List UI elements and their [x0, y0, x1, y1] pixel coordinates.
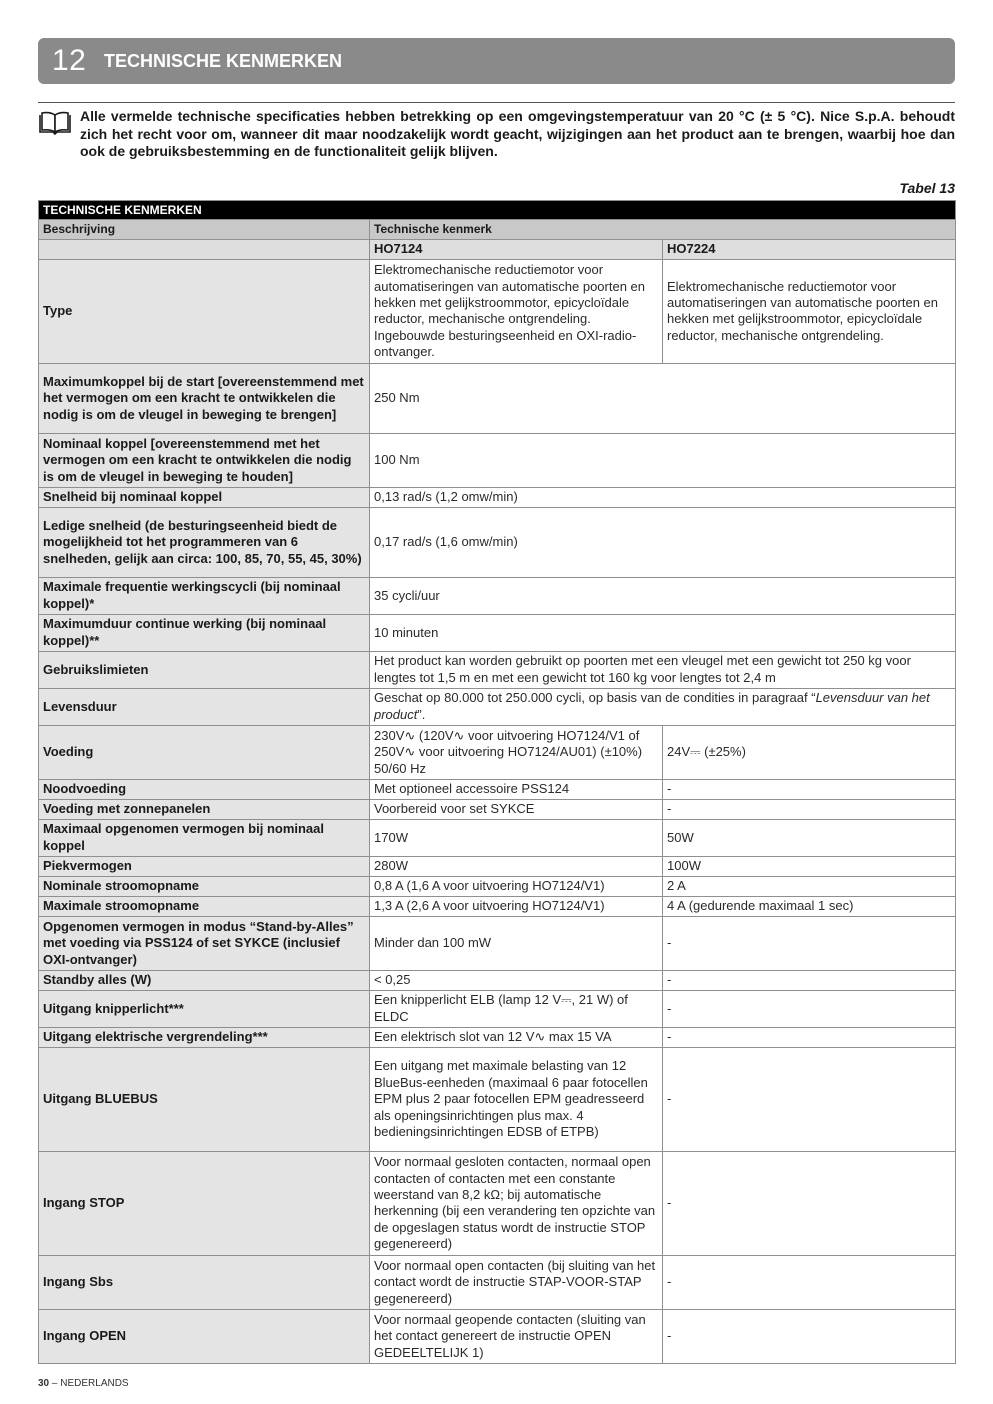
row-value: 0,13 rad/s (1,2 omw/min) [370, 487, 956, 507]
table-row [39, 1027, 956, 1047]
note-text: Alle vermelde technische specificaties hebben betrekking op een omgevingstemperatuur van 20 °C (± 5 °C). Nice S.p.A. behoudt zich het recht voor om, wanneer dit maar noodzakelijk wordt geacht, wijzigingen aan het product aan te brengen, waarbij hoe dan ook de gebruiksbestemming en de functionaliteit gelijk blijven. [80, 108, 955, 159]
row-label: Type [39, 259, 370, 363]
lifetime-emphasis: Levensduur van het product [374, 690, 930, 722]
row-value-ho7224: 24V⎓ (±25%) [663, 725, 956, 779]
row-value-ho7224: - [663, 1047, 956, 1151]
row-value: 100 Nm [370, 433, 956, 487]
row-label: Snelheid bij nominaal koppel [39, 487, 370, 507]
row-value-ho7124: Voor normaal geopende contacten (sluiting van het contact genereert de instructie OPEN GEDEELTELIJK 1) [370, 1309, 663, 1363]
row-value-ho7224: 2 A [663, 876, 956, 896]
row-value-ho7224: 100W [663, 856, 956, 876]
table-row [39, 259, 956, 363]
table-row [39, 1255, 956, 1309]
row-label: Voeding met zonnepanelen [39, 799, 370, 819]
row-value-ho7124: 280W [370, 856, 663, 876]
row-value-ho7124: Voor normaal open contacten (bij sluiting van het contact wordt de instructie STAP-VOOR-STAP gegenereerd) [370, 1255, 663, 1309]
row-label: Uitgang elektrische vergrendeling*** [39, 1027, 370, 1047]
row-label: Voeding [39, 725, 370, 779]
row-value-ho7224: - [663, 990, 956, 1027]
table-row [39, 799, 956, 819]
table-row [39, 990, 956, 1027]
page-footer [38, 1378, 129, 1389]
table-row [39, 577, 956, 614]
col-description-header: Beschrijving [39, 220, 370, 239]
row-value-ho7124: 230V∿ (120V∿ voor uitvoering HO7124/V1 of 250V∿ voor uitvoering HO7124/AU01) (±10%) 50/60 Hz [370, 725, 663, 779]
table-row [39, 1047, 956, 1151]
page-number: 30 [38, 1378, 50, 1389]
row-value-ho7224: - [663, 1255, 956, 1309]
table-row [39, 433, 956, 487]
table-row [39, 970, 956, 990]
model-header-row [39, 239, 956, 259]
row-label: Nominale stroomopname [39, 876, 370, 896]
row-label: Maximale stroomopname [39, 896, 370, 916]
table-row [39, 487, 956, 507]
row-label: Maximumduur continue werking (bij nominaal koppel)** [39, 614, 370, 651]
table-row [39, 1151, 956, 1255]
lifetime-suffix: ”. [417, 706, 426, 722]
row-label: Standby alles (W) [39, 970, 370, 990]
row-label: Maximale frequentie werkingscycli (bij nominaal koppel)* [39, 577, 370, 614]
row-value-ho7224: - [663, 799, 956, 819]
row-value-ho7124: Minder dan 100 mW [370, 916, 663, 970]
footer-language: – NEDERLANDS [51, 1378, 129, 1389]
row-label: Levensduur [39, 688, 370, 725]
section-header [38, 38, 955, 84]
row-label: Nominaal koppel [overeenstemmend met het vermogen om een kracht te ontwikkelen die nodig is om de vleugel in beweging te houden] [39, 433, 370, 487]
row-label: Ingang Sbs [39, 1255, 370, 1309]
row-value-ho7124: Met optioneel accessoire PSS124 [370, 779, 663, 799]
row-value-ho7224: - [663, 1027, 956, 1047]
row-value-ho7224: - [663, 1151, 956, 1255]
table-row [39, 614, 956, 651]
row-value: 0,17 rad/s (1,6 omw/min) [370, 507, 956, 577]
row-value-ho7124: 0,8 A (1,6 A voor uitvoering HO7124/V1) [370, 876, 663, 896]
lifetime-prefix: Geschat op 80.000 tot 250.000 cycli, op basis van de condities in paragraaf “ [374, 690, 816, 706]
row-label: Maximumkoppel bij de start [overeenstemmend met het vermogen om een kracht te ontwikkelen die nodig is om de vleugel in beweging te brengen] [39, 363, 370, 433]
row-value-ho7124: Voorbereid voor set SYKCE [370, 799, 663, 819]
table-row [39, 876, 956, 896]
row-value-ho7124: Een uitgang met maximale belasting van 12 BlueBus-eenheden (maximaal 6 paar fotocellen EPM plus 2 paar fotocellen EPM geadresseerd als openingsinrichtingen plus max. 4 bedieningsinrichtingen EDSB of ETPB) [370, 1047, 663, 1151]
table-row [39, 725, 956, 779]
row-value-ho7124: Een elektrisch slot van 12 V∿ max 15 VA [370, 1027, 663, 1047]
note-block [38, 102, 955, 161]
row-value-ho7224: 4 A (gedurende maximaal 1 sec) [663, 896, 956, 916]
row-label: Uitgang knipperlicht*** [39, 990, 370, 1027]
row-label: Noodvoeding [39, 779, 370, 799]
row-value-ho7224: - [663, 970, 956, 990]
row-value: Het product kan worden gebruikt op poorten met een vleugel met een gewicht tot 250 kg voor lengtes tot 1,5 m en met een gewicht tot 160 kg voor lengtes tot 2,4 m [370, 651, 956, 688]
row-value-ho7224: - [663, 916, 956, 970]
row-label: Ingang STOP [39, 1151, 370, 1255]
row-value-ho7224: - [663, 779, 956, 799]
row-label: Maximaal opgenomen vermogen bij nominaal koppel [39, 819, 370, 856]
row-value-ho7124: Voor normaal gesloten contacten, normaal open contacten of contacten met een constante weerstand van 8,2 kΩ; bij automatische herkenning (bij een verandering ten opzichte van de opgeslagen status wordt de instructie STOP gegenereerd) [370, 1151, 663, 1255]
book-icon [38, 108, 80, 161]
row-value-ho7124: Een knipperlicht ELB (lamp 12 V⎓, 21 W) of ELDC [370, 990, 663, 1027]
row-value-ho7124: Elektromechanische reductiemotor voor automatiseringen van automatische poorten en hekken met gelijkstroommotor, epicycloïdale reductor, mechanische ontgrendeling. Ingebouwde besturingseenheid en OXI-radio-ontvanger. [370, 259, 663, 363]
row-label: Piekvermogen [39, 856, 370, 876]
table-header-row [39, 220, 956, 239]
section-number: 12 [52, 44, 87, 77]
model-header-blank [39, 239, 370, 259]
table-row [39, 779, 956, 799]
table-row [39, 916, 956, 970]
row-value: 250 Nm [370, 363, 956, 433]
row-value-ho7124: 170W [370, 819, 663, 856]
model-1-header: HO7124 [370, 239, 663, 259]
specs-table [38, 200, 956, 1364]
table-row [39, 688, 956, 725]
row-label: Gebruikslimieten [39, 651, 370, 688]
model-2-header: HO7224 [663, 239, 956, 259]
section-title: TECHNISCHE KENMERKEN [104, 50, 343, 71]
table-row [39, 896, 956, 916]
table-row [39, 651, 956, 688]
row-value-ho7124: < 0,25 [370, 970, 663, 990]
row-label: Ledige snelheid (de besturingseenheid biedt de mogelijkheid tot het programmeren van 6 snelheden, gelijk aan circa: 100, 85, 70, 55, 45, 30%) [39, 507, 370, 577]
row-label: Ingang OPEN [39, 1309, 370, 1363]
table-caption: Tabel 13 [899, 180, 955, 196]
row-value [370, 688, 956, 725]
row-value-ho7124: 1,3 A (2,6 A voor uitvoering HO7124/V1) [370, 896, 663, 916]
table-title-row [39, 201, 956, 220]
table-title: TECHNISCHE KENMERKEN [39, 201, 956, 220]
row-value: 35 cycli/uur [370, 577, 956, 614]
row-label: Opgenomen vermogen in modus “Stand-by-Alles” met voeding via PSS124 of set SYKCE (inclusief OXI-ontvanger) [39, 916, 370, 970]
row-label: Uitgang BLUEBUS [39, 1047, 370, 1151]
table-row [39, 507, 956, 577]
col-spec-header: Technische kenmerk [370, 220, 956, 239]
row-value: 10 minuten [370, 614, 956, 651]
row-value-ho7224: Elektromechanische reductiemotor voor automatiseringen van automatische poorten en hekken met gelijkstroommotor, epicycloïdale reductor, mechanische ontgrendeling. [663, 259, 956, 363]
row-value-ho7224: - [663, 1309, 956, 1363]
table-row [39, 1309, 956, 1363]
table-row [39, 819, 956, 856]
table-row [39, 856, 956, 876]
table-row [39, 363, 956, 433]
row-value-ho7224: 50W [663, 819, 956, 856]
